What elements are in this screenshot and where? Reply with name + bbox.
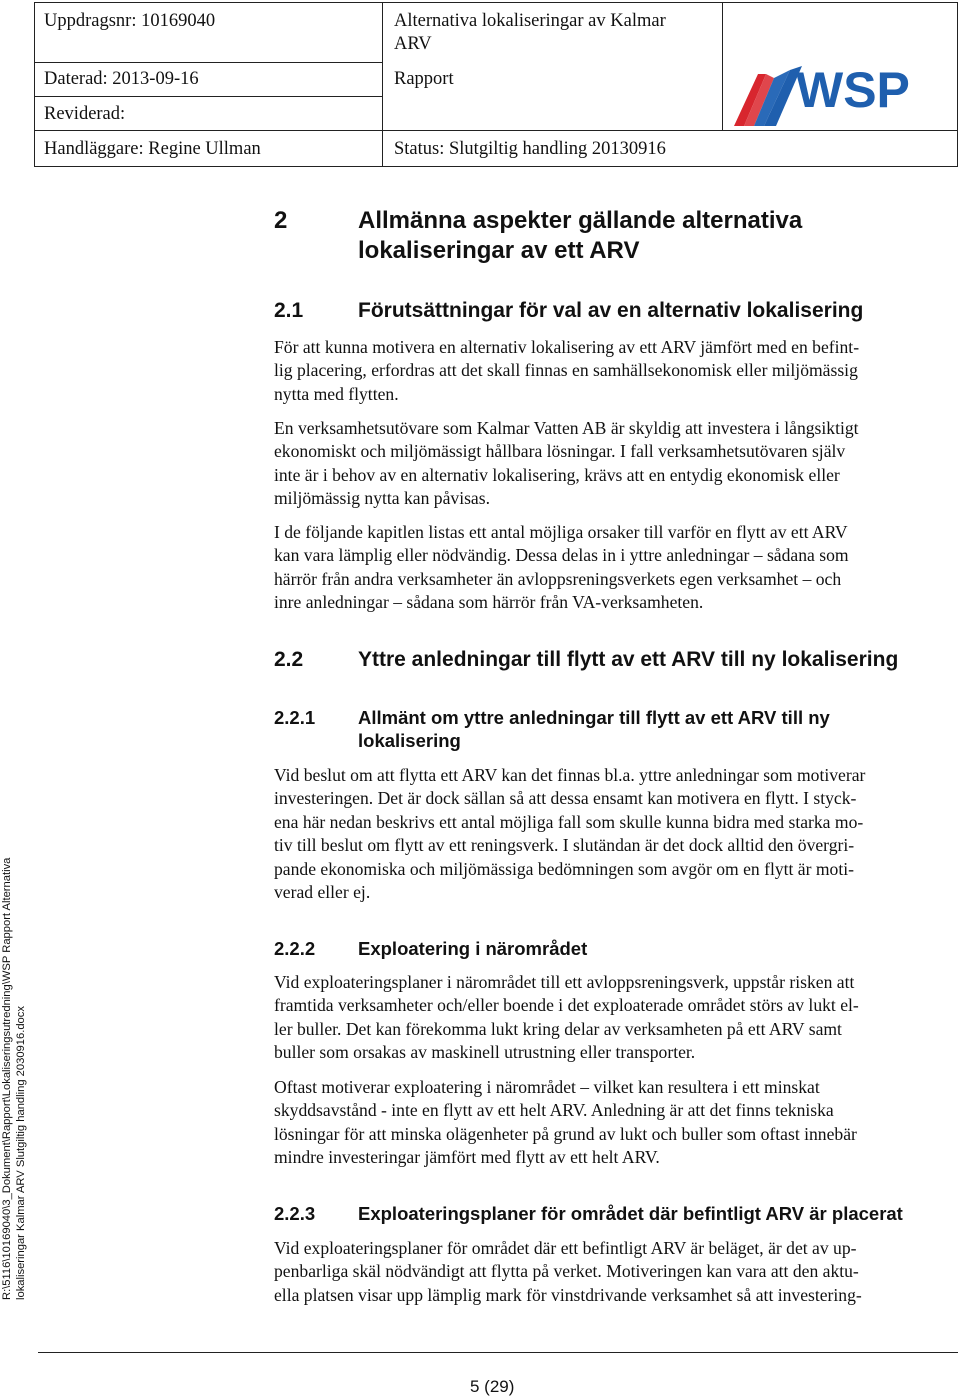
text-line: ena här nedan beskrivs ett antal möjliga fall som skulle kunna bidra med starka mo-: [274, 811, 864, 832]
section-2-number: 2: [274, 207, 288, 234]
section-2-2-title: Yttre anledningar till flytt av ett ARV till ny lokalisering: [358, 648, 899, 671]
text-line: Vid exploateringsplaner för området där ett befintligt ARV är beläget, är det av up-: [274, 1238, 857, 1258]
text-line: lösningar för att minska olägenheter på grund av lukt och buller som oftast innebär: [274, 1123, 857, 1144]
date-field: Daterad: 2013-09-16: [44, 69, 199, 89]
paragraph: [274, 971, 960, 1065]
paragraph: [274, 764, 960, 904]
text-line: ler buller. Det kan förekomma lukt kring delar av verksamheten på ett ARV samt: [274, 1018, 842, 1039]
section-2-title-line2: lokaliseringar av ett ARV: [358, 237, 640, 264]
section-2-2-1-title-line2: lokalisering: [358, 730, 461, 751]
text-line: mindre investeringar jämfört med flytt av ett helt ARV.: [274, 1147, 660, 1168]
header-rule: [722, 2, 723, 131]
text-line: Oftast motiverar exploatering i närområdet – vilket kan resultera i ett minskat: [274, 1077, 820, 1097]
text-line: lig placering, erfordras att det skall finnas en samhällsekonomisk eller miljömässig: [274, 360, 858, 381]
section-2-2-1-title-line1: Allmänt om yttre anledningar till flytt av ett ARV till ny: [358, 707, 830, 728]
header-rule: [382, 2, 383, 167]
text-line: För att kunna motivera en alternativ lokalisering av ett ARV jämfört med en befint-: [274, 337, 860, 357]
section-2-1-title: Förutsättningar för val av en alternativ lokalisering: [358, 299, 864, 322]
file-path-line2: lokaliseringar Kalmar ARV Slutgiltig handling 2030916.docx: [15, 1006, 27, 1300]
document-title-line2: ARV: [394, 34, 432, 54]
file-path-line1: R:\5116\10169040\3_Dokument\Rapport\Lokaliseringsutredning\WSP Rapport Alternativa: [1, 857, 13, 1300]
text-line: Vid exploateringsplaner i närområdet till ett avloppsreningsverk, uppstår risken att: [274, 972, 855, 992]
header-rule: [34, 130, 958, 131]
svg-text:WSP: WSP: [796, 62, 910, 118]
text-line: inte är i behov av en alternativ lokalisering, krävs att en entydig ekonomisk eller: [274, 464, 840, 485]
text-line: pande ekonomiska och miljömässiga bedömningen som avgör om en flytt är moti-: [274, 858, 854, 879]
header-rule: [34, 2, 35, 167]
status-field: Status: Slutgiltig handling 20130916: [394, 139, 666, 159]
paragraph: [274, 1237, 960, 1307]
text-line: kan vara lämplig eller nödvändig. Dessa delas in i yttre anledningar – sådana som: [274, 545, 849, 566]
section-2-title-line1: Allmänna aspekter gällande alternativa: [358, 207, 803, 234]
wsp-logo: [732, 60, 922, 130]
paragraph: [274, 336, 960, 406]
section-2-1-number: 2.1: [274, 299, 304, 322]
header-rule: [34, 166, 958, 167]
file-path-sidebar: [0, 857, 40, 1300]
section-2-2-3-number: 2.2.3: [274, 1203, 316, 1224]
header-rule: [34, 96, 382, 97]
header-rule: [34, 62, 382, 63]
page-number: 5 (29): [470, 1377, 515, 1396]
text-line: investeringen. Det är dock sällan så att dessa ensamt kan motivera en flytt. I styck-: [274, 788, 857, 809]
text-line: En verksamhetsutövare som Kalmar Vatten AB är skyldig att investera i långsiktigt: [274, 418, 859, 438]
header-rule: [957, 2, 958, 167]
text-line: tiv till beslut om flytt av ett reningsverk. I slutändan är det dock alltid den övergri-: [274, 835, 855, 856]
document-type: Rapport: [394, 69, 454, 89]
text-line: I de följande kapitlen listas ett antal möjliga orsaker till varför en flytt av ett ARV: [274, 522, 848, 542]
text-line: nytta med flytten.: [274, 383, 399, 404]
text-line: buller som orsakas av maskinell utrustning eller transporter.: [274, 1042, 696, 1063]
text-line: penbarliga skäl nödvändigt att flytta på verket. Motiveringen kan vara att den aktu-: [274, 1261, 859, 1282]
footer-rule: [38, 1352, 958, 1353]
text-line: inre anledningar – sådana som härrör från VA-verksamheten.: [274, 592, 704, 613]
assignment-number: Uppdragsnr: 10169040: [44, 11, 216, 31]
section-2-2-number: 2.2: [274, 648, 304, 671]
paragraph: [274, 1076, 960, 1170]
section-2-2-1-number: 2.2.1: [274, 707, 316, 728]
document-title-line1: Alternativa lokaliseringar av Kalmar: [394, 11, 666, 31]
section-2-2-2-title: Exploatering i närområdet: [358, 938, 588, 959]
text-line: ekonomiskt och miljömässigt hållbara lösningar. I fall verksamhetsutövaren själv: [274, 441, 846, 462]
text-line: framtida verksamheter och/eller boende i det exploaterade området störs av lukt el-: [274, 995, 859, 1016]
text-line: skyddsavstånd - inte en flytt av ett helt ARV. Anledning är att det finns tekniska: [274, 1100, 834, 1121]
paragraph: [274, 417, 960, 511]
revised-field: Reviderad:: [44, 104, 126, 124]
handler-field: Handläggare: Regine Ullman: [44, 139, 261, 159]
text-line: ella platsen visar upp lämplig mark för vinstdrivande verksamhet så att investering-: [274, 1284, 862, 1305]
section-2-2-3-title: Exploateringsplaner för området där befintligt ARV är placerat: [358, 1203, 903, 1224]
text-line: verad eller ej.: [274, 882, 371, 903]
section-2-2-2-number: 2.2.2: [274, 938, 316, 959]
paragraph: [274, 521, 960, 615]
text-line: härrör från andra verksamheter än avloppsreningsverkets egen verksamhet – och: [274, 568, 842, 589]
header-rule: [34, 2, 958, 3]
text-line: miljömässig nytta kan påvisas.: [274, 488, 490, 509]
text-line: Vid beslut om att flytta ett ARV kan det finnas bl.a. yttre anledningar som motiverar: [274, 765, 866, 785]
